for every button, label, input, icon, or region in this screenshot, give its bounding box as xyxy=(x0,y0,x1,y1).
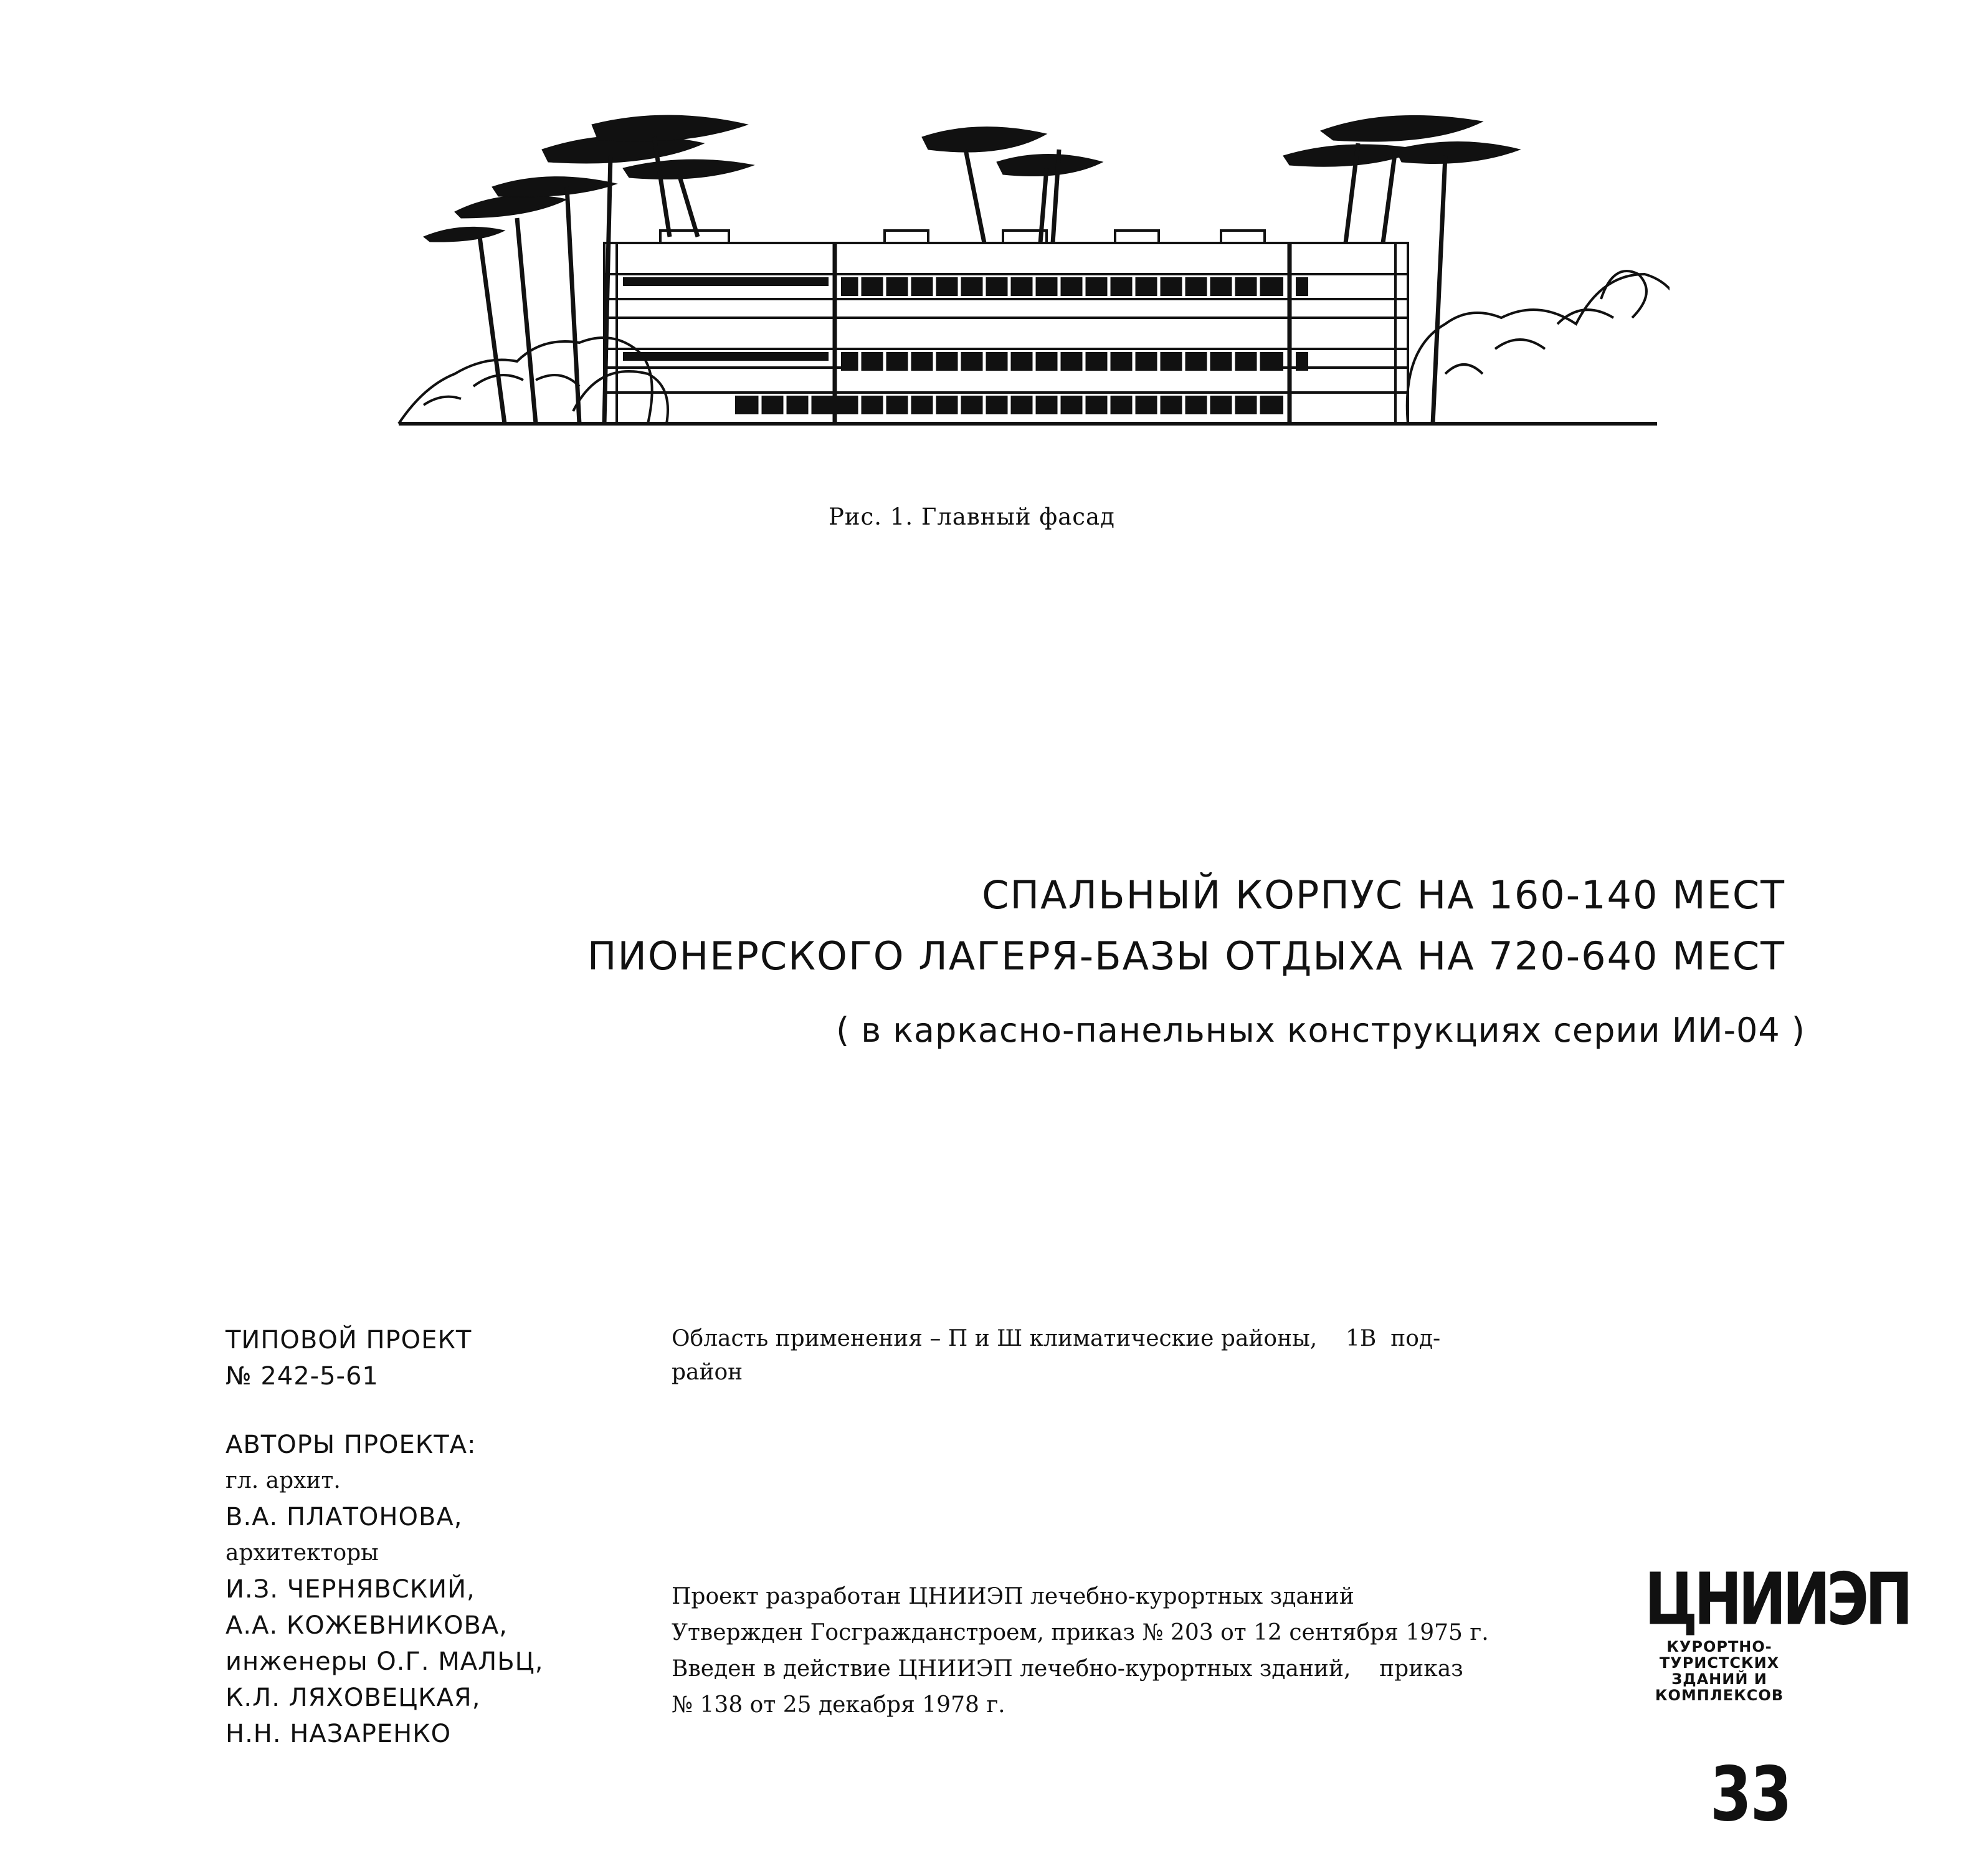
author-line: К.Л. ЛЯХОВЕЦКАЯ, xyxy=(226,1683,481,1712)
author-line: В.А. ПЛАТОНОВА, xyxy=(226,1503,463,1531)
authors-block xyxy=(226,1427,543,1752)
logo-mark: ЦНИИЭП xyxy=(1645,1558,1909,1641)
building xyxy=(604,231,1408,424)
document-subtitle: ( в каркасно-панельных конструкциях серии ИИ-04 ) xyxy=(836,1011,1805,1050)
development-line: Проект разработан ЦНИИЭП лечебно-курортных зданий xyxy=(672,1584,1354,1609)
author-line: гл. архит. xyxy=(226,1468,341,1493)
application-area xyxy=(672,1322,1569,1389)
main-facade-drawing xyxy=(386,112,1670,436)
left-trees xyxy=(424,115,754,424)
development-line: № 138 от 25 декабря 1978 г. xyxy=(672,1692,1005,1718)
application-line: Область применения – П и Ш климатические районы, 1В под- xyxy=(672,1326,1441,1351)
institute-logo xyxy=(1645,1558,1909,1704)
project-type: ТИПОВОЙ ПРОЕКТ xyxy=(226,1326,472,1355)
document-title-line-2: ПИОНЕРСКОГО ЛАГЕРЯ-БАЗЫ ОТДЫХА НА 720-640 МЕСТ xyxy=(587,933,1785,979)
logo-line: ТУРИСТСКИХ xyxy=(1659,1654,1780,1672)
right-trees xyxy=(1283,115,1520,424)
author-line: И.З. ЧЕРНЯВСКИЙ, xyxy=(226,1575,475,1604)
authors-heading: АВТОРЫ ПРОЕКТА: xyxy=(226,1431,477,1459)
center-trees xyxy=(922,127,1103,243)
page-number: 33 xyxy=(1710,1751,1791,1838)
project-number: № 242-5-61 xyxy=(226,1362,379,1391)
author-line: инженеры О.Г. МАЛЬЦ, xyxy=(226,1647,544,1676)
logo-line: ЗДАНИЙ И xyxy=(1671,1670,1767,1688)
project-block xyxy=(226,1322,472,1394)
development-line: Введен в действие ЦНИИЭП лечебно-курортных зданий, приказ xyxy=(672,1656,1463,1682)
logo-line: КОМПЛЕКСОВ xyxy=(1655,1687,1784,1704)
application-line: район xyxy=(672,1359,743,1385)
figure-caption: Рис. 1. Главный фасад xyxy=(829,503,1115,530)
author-line: Н.Н. НАЗАРЕНКО xyxy=(226,1720,452,1748)
logo-line: КУРОРТНО- xyxy=(1666,1638,1772,1655)
development-line: Утвержден Госгражданстроем, приказ № 203 от 12 сентября 1975 г. xyxy=(672,1620,1489,1645)
author-line: архитекторы xyxy=(226,1540,379,1566)
document-title-line-1: СПАЛЬНЫЙ КОРПУС НА 160-140 МЕСТ xyxy=(982,872,1785,918)
author-line: А.А. КОЖЕВНИКОВА, xyxy=(226,1611,508,1640)
development-info xyxy=(672,1579,1587,1723)
right-shrubs xyxy=(1407,271,1670,424)
